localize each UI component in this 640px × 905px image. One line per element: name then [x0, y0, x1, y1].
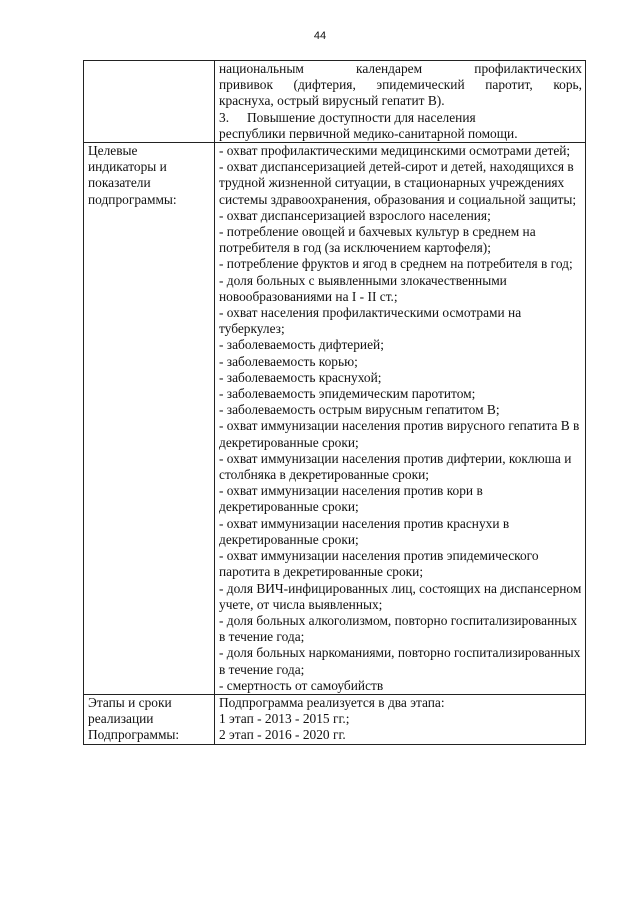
list-item: - доля больных алкоголизмом, повторно госпитализированных в течение года; [219, 612, 578, 645]
list-item: - охват иммунизации населения против вирусного гепатита В в декретированные сроки; [219, 418, 580, 450]
page-number: 44 [313, 30, 327, 42]
list-item: - охват иммунизации населения против кори в декретированные сроки; [219, 483, 483, 515]
label-line: подпрограммы: [88, 191, 177, 207]
item-number: 3. [219, 109, 230, 125]
list-item: - охват населения профилактическими осмотрами на туберкулез; [219, 305, 522, 337]
list-item: - заболеваемость дифтерией; [219, 337, 384, 353]
text-line: прививок (дифтерия, эпидемический паротит, корь, [219, 77, 582, 93]
label-line: Подпрограммы: [88, 727, 180, 743]
list-item [219, 110, 582, 126]
list-item: - охват иммунизации населения против эпидемического паротита в декретированные сроки; [219, 548, 539, 580]
label-line: показатели [88, 175, 151, 191]
table-row [84, 694, 586, 744]
list-item: - охват иммунизации населения против дифтерии, коклюша и столбняка в декретированные сроки; [219, 450, 572, 483]
list-item: - заболеваемость острым вирусным гепатитом В; [219, 402, 500, 418]
table-row [84, 61, 586, 143]
list-item: - заболеваемость эпидемическим паротитом; [219, 386, 476, 402]
list-item: - заболеваемость корью; [219, 353, 358, 369]
row-label-empty [84, 61, 215, 143]
list-item: - охват профилактическими медицинскими осмотрами детей; [219, 143, 571, 159]
subprogram-passport-table [83, 60, 586, 745]
list-item: - доля ВИЧ-инфицированных лиц, состоящих на диспансерном учете, от числа выявленных; [219, 580, 582, 612]
list-item: - охват диспансеризацией взрослого населения; [219, 207, 491, 223]
table-row [84, 143, 586, 695]
text-line: Подпрограмма реализуется в два этапа: [219, 694, 445, 710]
list-item: - доля больных с выявленными злокачественными новообразованиями на I - II ст.; [219, 272, 507, 304]
list-item: - потребление фруктов и ягод в среднем на потребителя в год; [219, 256, 573, 272]
text-line: республики первичной медико-санитарной помощи. [219, 125, 518, 141]
text-line: краснуха, острый вирусный гепатит В). [219, 93, 445, 109]
row-label [84, 694, 215, 744]
list-item: - потребление овощей и бахчевых культур в среднем на потребителя в год (за исключением картофеля); [219, 224, 536, 256]
row-content [215, 61, 586, 143]
list-item: - охват иммунизации населения против краснухи в декретированные сроки; [219, 515, 510, 547]
list-item: - охват диспансеризацией детей-сирот и детей, находящихся в трудной жизненной ситуации, в стационарных учреждениях системы здравоохранения, образования и социальной защиты; [219, 159, 577, 207]
label-line: Целевые [88, 143, 138, 159]
row-label [84, 143, 215, 695]
text-line: 1 этап - 2013 - 2015 гг.; [219, 711, 350, 727]
stages-content [215, 694, 586, 744]
text-line: национальным календарем профилактических [219, 61, 582, 76]
list-item: - доля больных наркоманиями, повторно госпитализированных в течение года; [219, 645, 581, 677]
list-item: - заболеваемость краснухой; [219, 369, 382, 385]
label-line: индикаторы и [88, 159, 167, 175]
list-item: - смертность от самоубийств [219, 677, 384, 693]
text-line: 2 этап - 2016 - 2020 гг. [219, 727, 346, 743]
item-text: Повышение доступности для населения [247, 109, 476, 125]
label-line: Этапы и сроки [88, 694, 172, 710]
label-line: реализации [88, 711, 154, 727]
indicators-list [215, 143, 586, 695]
